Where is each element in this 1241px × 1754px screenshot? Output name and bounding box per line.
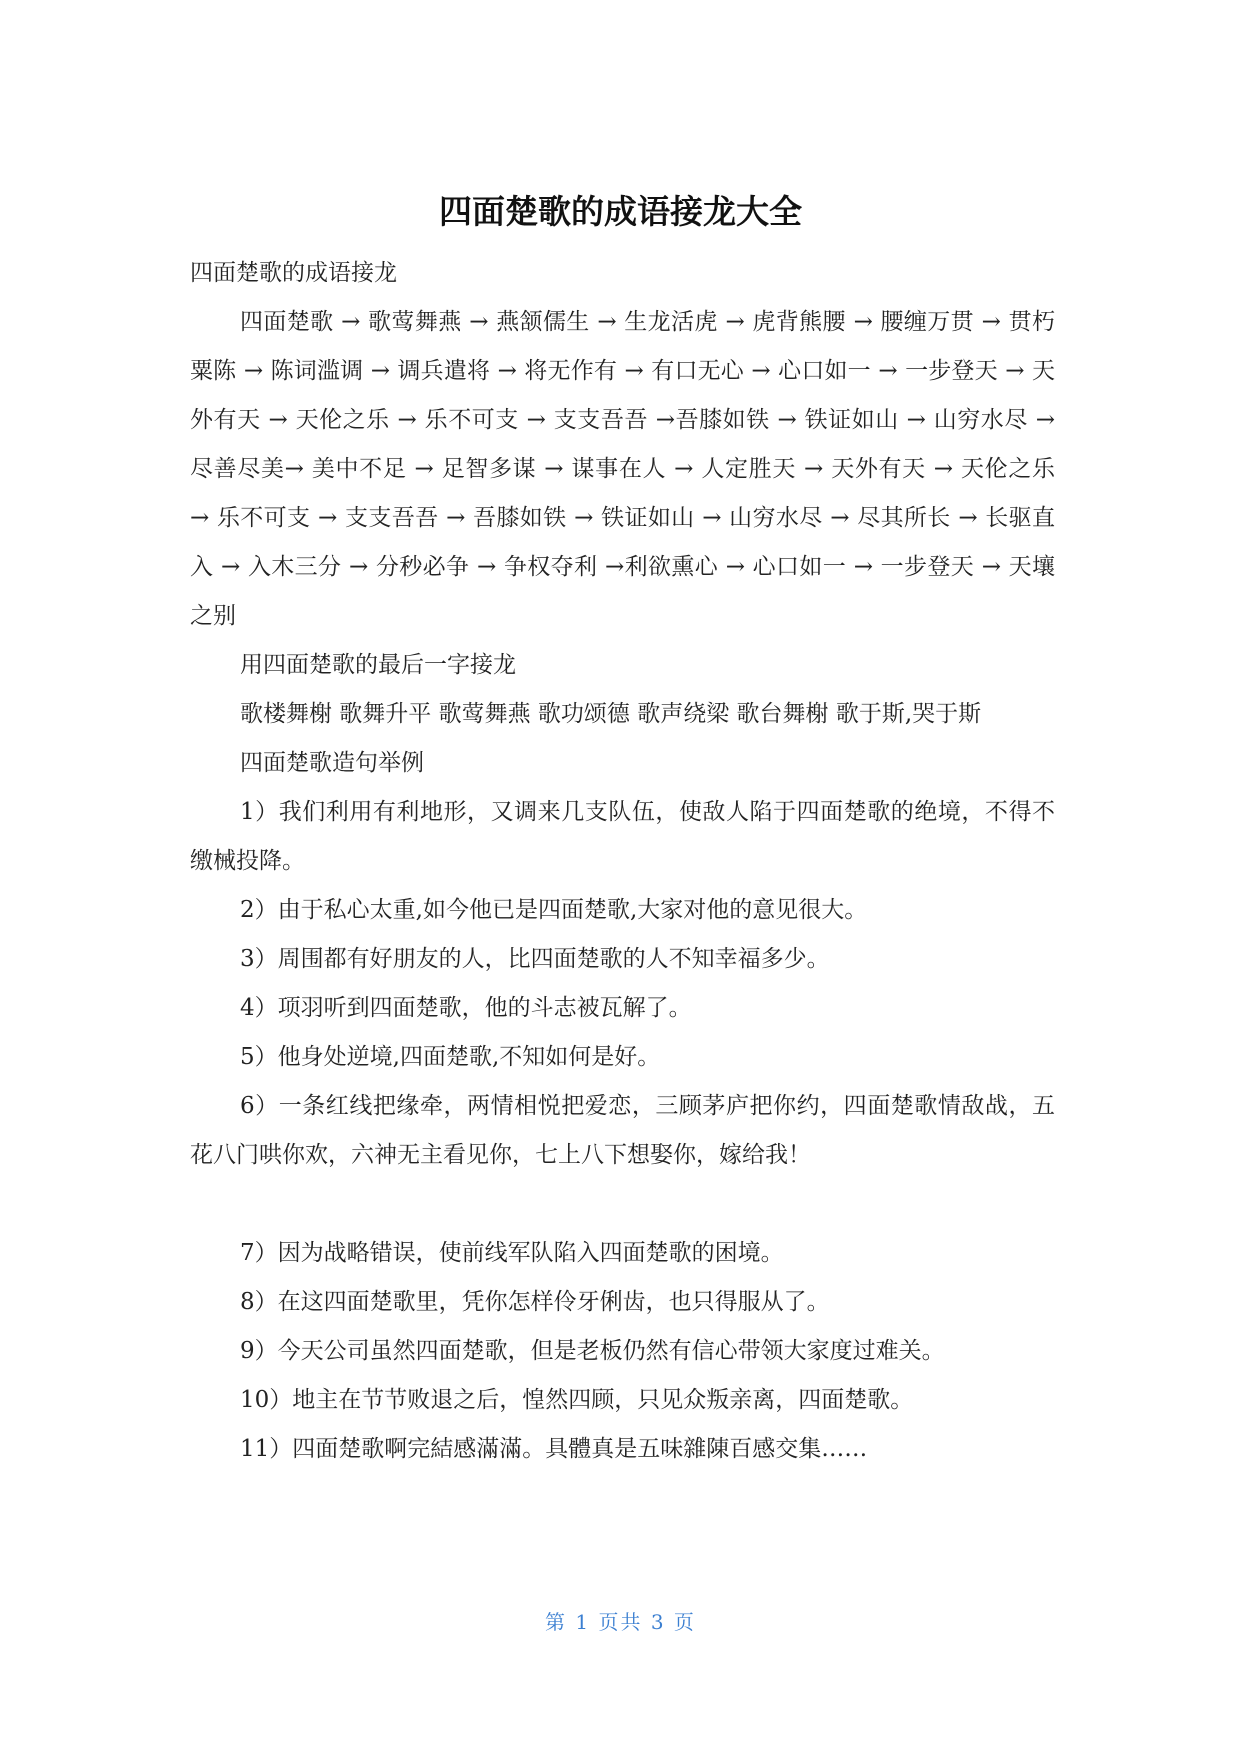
example-sentence: 9）今天公司虽然四面楚歌，但是老板仍然有信心带领大家度过难关。 (240, 1338, 945, 1364)
section-heading-chain: 四面楚歌的成语接龙 (190, 260, 397, 286)
example-sentence: 11）四面楚歌啊完結感滿滿。具體真是五味雜陳百感交集…… (240, 1436, 868, 1462)
example-sentence: 2）由于私心太重,如今他已是四面楚歌,大家对他的意见很大。 (240, 897, 868, 923)
document-title: 四面楚歌的成语接龙大全 (439, 192, 802, 231)
example-sentence: 4）项羽听到四面楚歌，他的斗志被瓦解了。 (240, 995, 692, 1021)
idiom-chain-paragraph: 四面楚歌 → 歌莺舞燕 → 燕颔儒生 → 生龙活虎 → 虎背熊腰 → 腰缠万贯 → 贯朽粟陈 → 陈词滥调 → 调兵遣将 → 将无作有 → 有口无心 → 心口如一 → 一步登天 → 天外有天 → 天伦之乐 → 乐不可支 → 支支吾吾 →吾膝如铁 → 铁证如山 → 山穷水尽 → 尽善尽美→ 美中不足 → 足智多谋 → 谋事在人 → 人定胜天 → 天外有天 → 天伦之乐 → 乐不可支 → 支支吾吾 → 吾膝如铁 → 铁证如山 → 山穷水尽 → 尽其所长 → 长驱直入 → 入木三分 → 分秒必争 → 争权夺利 →利欲熏心 → 心口如一 → 一步登天 → 天壤之别 (190, 309, 1055, 629)
example-sentence: 10）地主在节节败退之后，惶然四顾，只见众叛亲离，四面楚歌。 (240, 1387, 914, 1413)
example-sentence: 5）他身处逆境,四面楚歌,不知如何是好。 (240, 1044, 661, 1070)
example-sentence: 7）因为战略错误，使前线军队陷入四面楚歌的困境。 (240, 1240, 784, 1266)
section-heading-last-char: 用四面楚歌的最后一字接龙 (240, 652, 516, 678)
example-sentence: 3）周围都有好朋友的人，比四面楚歌的人不知幸福多少。 (240, 946, 830, 972)
page-number-footer: 第 1 页共 3 页 (545, 1610, 696, 1634)
example-sentence: 8）在这四面楚歌里，凭你怎样伶牙俐齿，也只得服从了。 (240, 1289, 830, 1315)
blank-line (190, 1180, 1055, 1229)
document-body (190, 249, 1055, 1474)
example-sentence: 6）一条红线把缘牵，两情相悦把爱恋，三顾茅庐把你约，四面楚歌情敌战，五花八门哄你欢，六神无主看见你，七上八下想娶你，嫁给我！ (190, 1093, 1055, 1168)
last-char-idioms-paragraph: 歌楼舞榭 歌舞升平 歌莺舞燕 歌功颂德 歌声绕梁 歌台舞榭 歌于斯,哭于斯 (240, 701, 982, 727)
section-heading-examples: 四面楚歌造句举例 (240, 750, 424, 776)
example-sentence: 1）我们利用有利地形，又调来几支队伍，使敌人陷于四面楚歌的绝境，不得不缴械投降。 (190, 799, 1055, 874)
